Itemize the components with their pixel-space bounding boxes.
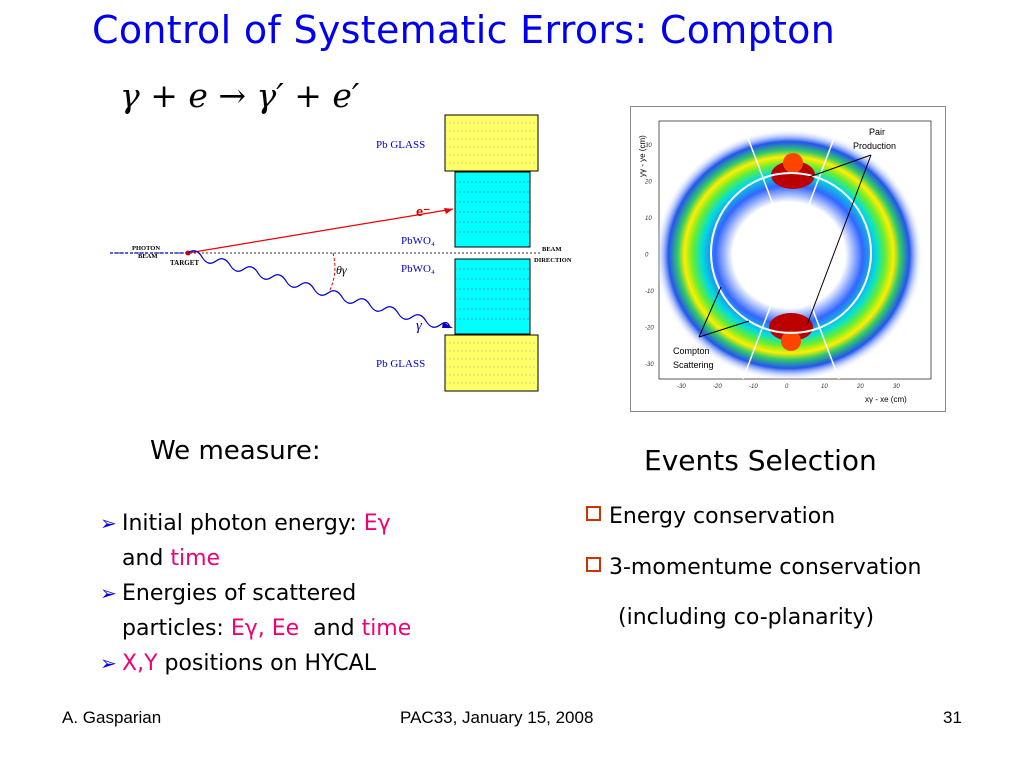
photon-beam-label-1: PHOTON (132, 245, 161, 252)
arrow-bullet-icon: ➢ (100, 581, 117, 605)
photon-label: γ (416, 318, 422, 334)
measure-list (100, 506, 500, 681)
x-tick-label: -10 (749, 384, 758, 390)
y-tick-label: -20 (645, 325, 654, 332)
footer-event: PAC33, January 15, 2008 (400, 708, 594, 727)
x-tick-label: 0 (785, 384, 789, 390)
detector-diagram (108, 112, 600, 402)
central-hole (770, 235, 808, 271)
pbwo4-bottom-block (455, 259, 530, 334)
checkbox-bullet-icon (586, 506, 601, 521)
events-item-coplanarity: (including co-planarity) (618, 605, 875, 630)
compton-correlation-plot (630, 106, 946, 412)
x-tick-label: -20 (713, 384, 722, 390)
x-tick-label: -30 (677, 384, 686, 390)
y-tick-label: -10 (645, 289, 654, 295)
compton-annotation-1: Compton (673, 346, 710, 356)
angle-label: θγ (336, 263, 347, 277)
plot-canvas (631, 107, 945, 411)
compton-annotation-2: Scattering (673, 360, 714, 370)
events-item-energy: Energy conservation (586, 504, 835, 529)
pb-glass-top-label: Pb GLASS (376, 139, 426, 151)
beam-direction-label-1: BEAM (542, 246, 562, 253)
pair-annotation-1: Pair (869, 127, 886, 137)
x-tick-label: 20 (857, 384, 864, 390)
checkbox-bullet-icon (586, 557, 601, 572)
y-tick-label: 0 (645, 252, 649, 259)
beam-direction-label-2: DIRECTION (534, 257, 572, 264)
y-tick-label: -30 (645, 362, 654, 368)
x-axis-label: xγ - xe (cm) (865, 395, 907, 404)
arrow-bullet-icon: ➢ (100, 511, 117, 535)
pbwo4-top-block (455, 172, 530, 247)
electron-label: e⁻ (416, 204, 431, 219)
y-tick-label: 20 (645, 179, 652, 186)
target-label: TARGET (170, 259, 200, 267)
pair-annotation-2: Production (853, 141, 897, 151)
measure-item-scattered-energies: ➢ Energies of scattered particles: Eγ, Ee and time (100, 576, 500, 646)
pbwo4-top-label: PbWO₄ (401, 235, 435, 247)
events-heading: Events Selection (644, 444, 877, 477)
measure-heading: We measure: (150, 436, 321, 466)
events-item-momentum: 3-momentume conservation (586, 555, 921, 580)
pbwo4-bottom-label: PbWO₄ (401, 263, 435, 275)
pb-glass-bottom-block (445, 335, 538, 391)
x-tick-label: 10 (821, 384, 828, 390)
arrow-bullet-icon: ➢ (100, 651, 117, 675)
y-tick-label: 30 (645, 143, 652, 149)
y-axis-label: yγ - ye (cm) (638, 135, 647, 177)
angle-arc (330, 253, 335, 290)
slide-title: Control of Systematic Errors: Compton (92, 8, 836, 52)
photon-beam-label-2: BEAM (138, 253, 158, 260)
measure-item-positions: ➢ X,Y positions on HYCAL (100, 646, 500, 681)
y-tick-label: 10 (645, 216, 652, 222)
pb-glass-top-block (445, 115, 538, 171)
compton-equation: γ + e → γ′ + e′ (120, 76, 360, 115)
footer-author: A. Gasparian (62, 708, 162, 727)
pb-glass-bottom-label: Pb GLASS (376, 358, 426, 370)
footer-page-number: 31 (943, 708, 962, 727)
x-tick-label: 30 (893, 384, 900, 390)
measure-item-photon-energy: ➢ Initial photon energy: Eγ and time (100, 506, 500, 576)
